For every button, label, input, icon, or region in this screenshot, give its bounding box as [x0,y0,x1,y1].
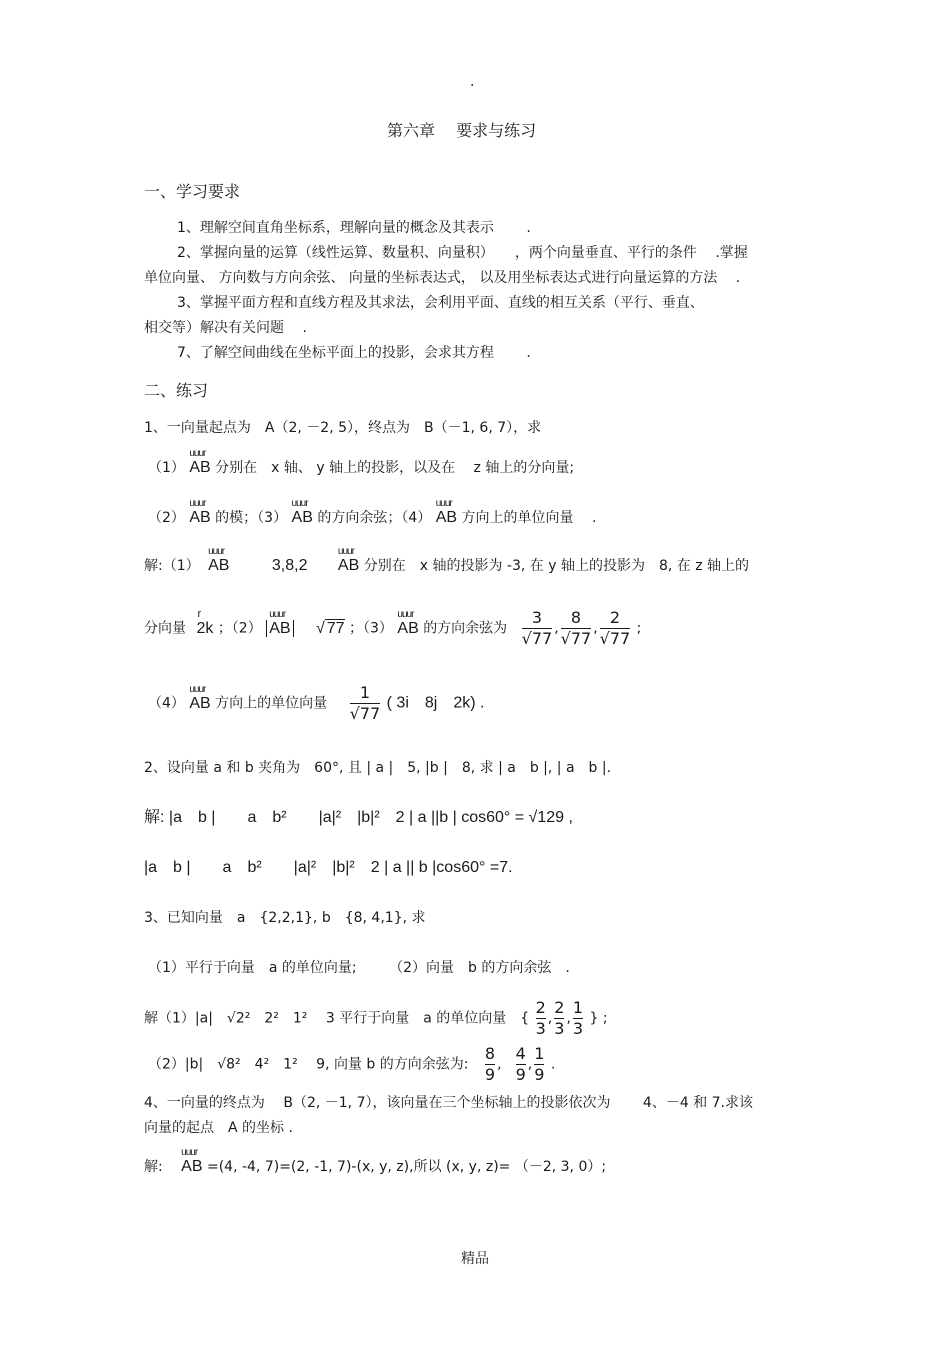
unit-denominator: √77 [349,704,381,723]
vector-ab: uuur AB [436,508,457,528]
cos-b-fraction-3: $\frac{1}{9}$ [534,1044,545,1084]
direction-cosine-text: 的方向余弦为 [423,620,508,637]
page-title: 第六章 要求与练习 [387,121,537,140]
q1-part4-text: 方向上的单位向量 . [461,510,597,526]
q2-solution-2 [144,858,513,878]
q3-parts: （1）平行于向量 a 的单位向量; （2）向量 b 的方向余弦 . [148,960,570,976]
q1-part1-text: 分别在 x 轴、 y 轴上的投影，以及在 z 轴上的分向量; [215,460,575,476]
q2-sum-result: = √129 , [514,809,573,826]
q3-stem: 3、已知向量 a {2,2,1}, b {8, 4,1}, 求 [144,910,426,926]
q1-solution-label: 解:（1） [144,558,200,574]
q3-solution-1-text: 解（1）|a| √2² 2² 1² 3 平行于向量 a 的单位向量 { [144,1010,530,1027]
q4-stem-2: 向量的起点 A 的坐标 . [144,1120,293,1136]
cosine-fraction-2 [561,608,592,649]
unit-a-fraction-3: $\frac{1}{3}$ [572,998,584,1038]
q3-solution-2: （2）|b| √8² 4² 1² 9, 向量 b 的方向余弦为: $\frac{8}{9}$ , $\frac{4}{9}$ , $\frac{1}{9}$ . [148,1044,556,1084]
page-footer: 精品 [461,1251,489,1267]
ab-coordinates: 3,8,2 [271,557,308,574]
unit-vector-end: . [480,695,485,712]
vector-ab: uuur AB [189,508,210,528]
requirement-3b: 相交等）解决有关问题 . [144,320,307,336]
q4-solution-text: =(4, -4, 7)=(2, -1, 7)-(x, y, z),所以 (x, y, z)= （－2, 3, 0）; [206,1159,607,1175]
cosine-fraction-1 [522,608,553,649]
q2-solution-1 [144,808,573,828]
q1-parts-2-4 [148,508,596,528]
q3-solution-2-text: （2）|b| √8² 4² 1² 9, 向量 b 的方向余弦为: [148,1056,469,1073]
ab-modulus-bars [266,620,293,637]
q2-diff-result: =7. [489,859,513,876]
vector-ab: uuur AB [397,609,418,649]
cosine-denominator-2: √77 [560,629,592,648]
q1-part2-text: 的模；（3） [215,510,288,526]
requirement-2a: 2、掌握向量的运算（线性运算、数量积、向量积） ，两个向量垂直、平行的条件 .掌握 [177,245,748,261]
cos-b-fraction-1: $\frac{8}{9}$ [484,1044,496,1084]
unit-a-fraction-2: $\frac{2}{3}$ [554,998,565,1038]
q2-solution-label: 解: [144,809,165,826]
q4-stem-1: 4、一向量的终点为 B（2, －1, 7），该向量在三个坐标轴上的投影依次为 4、－4 和 7.求该 [144,1095,754,1111]
cosine-denominator-1: √77 [521,629,553,648]
vector-ab: uuur AB [208,556,229,576]
q1-part3-text: 的方向余弦；（4） [317,510,432,526]
q1-part2-label: （2） [148,510,185,526]
q3-solution-1-end: } ; [589,1010,608,1027]
vector-ab: uuur AB [181,1157,202,1177]
sqrt-77: √ 77 [315,619,345,637]
q3-solution-2-end: . [550,1056,556,1073]
cosine-fraction-3 [600,608,631,649]
unit-numerator: 1 [359,683,370,702]
cosine-numerator-3: 2 [609,608,621,627]
vector-ab: uuur AB [292,508,313,528]
q1-solution-1-text: 分别在 x 轴的投影为 -3, 在 y 轴上的投影为 8, 在 z 轴上的 [363,558,750,574]
section-2-heading: 二、练习 [144,381,209,400]
header-mark: . [470,74,475,90]
q4-solution-label: 解: [144,1159,163,1175]
q3-solution-1: 解（1）|a| √2² 2² 1² 3 平行于向量 a 的单位向量 { $\frac{2}{3}$ , $\frac{2}{3}$ , $\frac{1}{3}$ } ; [144,998,608,1038]
unit-vector-label: （4） [148,695,185,712]
q2-sum-modulus: |a b | a b² |a|² |b|² 2 | a ||b | cos60° [168,809,511,826]
cosine-numerator-2: 8 [570,608,582,627]
direction-cosine-label: ；（3） [349,620,393,637]
q1-solution-1 [144,556,749,576]
q1-solution-2: 分向量 r 2k ；（2） uuur AB √ 77 ；（3） uuur AB 的方向余弦为 $\frac{3}{√77}$ , $\frac{8}{√77}$ , $\frac{2}{√77}$ ; [144,608,641,649]
q1-stem: 1、一向量起点为 A（2, －2, 5），终点为 B（－1, 6, 7），求 [144,420,542,436]
requirement-1: 1、理解空间直角坐标系，理解向量的概念及其表示 . [177,220,531,236]
sqrt-77-value: 77 [326,619,345,637]
vector-ab: uuur AB [189,458,210,478]
requirement-3a: 3、掌握平面方程和直线方程及其求法，会利用平面、直线的相互关系（平行、垂直、 [177,295,704,311]
vector-ab: uuur AB [189,684,210,724]
unit-vector-text: 方向上的单位向量 [215,695,328,712]
component-k: r 2k [196,609,213,649]
vector-ab: uuur AB [338,556,359,576]
cosine-numerator-1: 3 [531,608,543,627]
vector-ab: uuur AB [269,609,290,649]
cosine-denominator-3: √77 [599,629,631,648]
unit-a-fraction-1: $\frac{2}{3}$ [535,998,546,1038]
q4-solution [144,1157,606,1177]
component-label: 分向量 [144,620,186,637]
q1-part1-label: （1） [148,460,185,476]
unit-fraction [350,683,381,724]
q2-stem: 2、设向量 a 和 b 夹角为 60°, 且 | a | 5, |b | 8, 求 | a b |, | a b |. [144,760,612,776]
q2-diff-modulus: |a b | a b² |a|² |b|² 2 | a || b |cos60° [144,859,486,876]
q1-solution-3 [148,683,484,724]
unit-vector-components: ( 3i 8j 2k) [386,694,476,712]
modulus-label: ；（2） [217,620,262,637]
requirement-7: 7、了解空间曲线在坐标平面上的投影，会求其方程 . [177,345,531,361]
section-1-heading: 一、学习要求 [144,182,241,201]
q1-part1 [148,458,574,478]
requirement-2b: 单位向量、 方向数与方向余弦、 向量的坐标表达式， 以及用坐标表达式进行向量运算的方法 . [144,270,741,286]
cos-b-fraction-2: $\frac{4}{9}$ [515,1044,526,1084]
